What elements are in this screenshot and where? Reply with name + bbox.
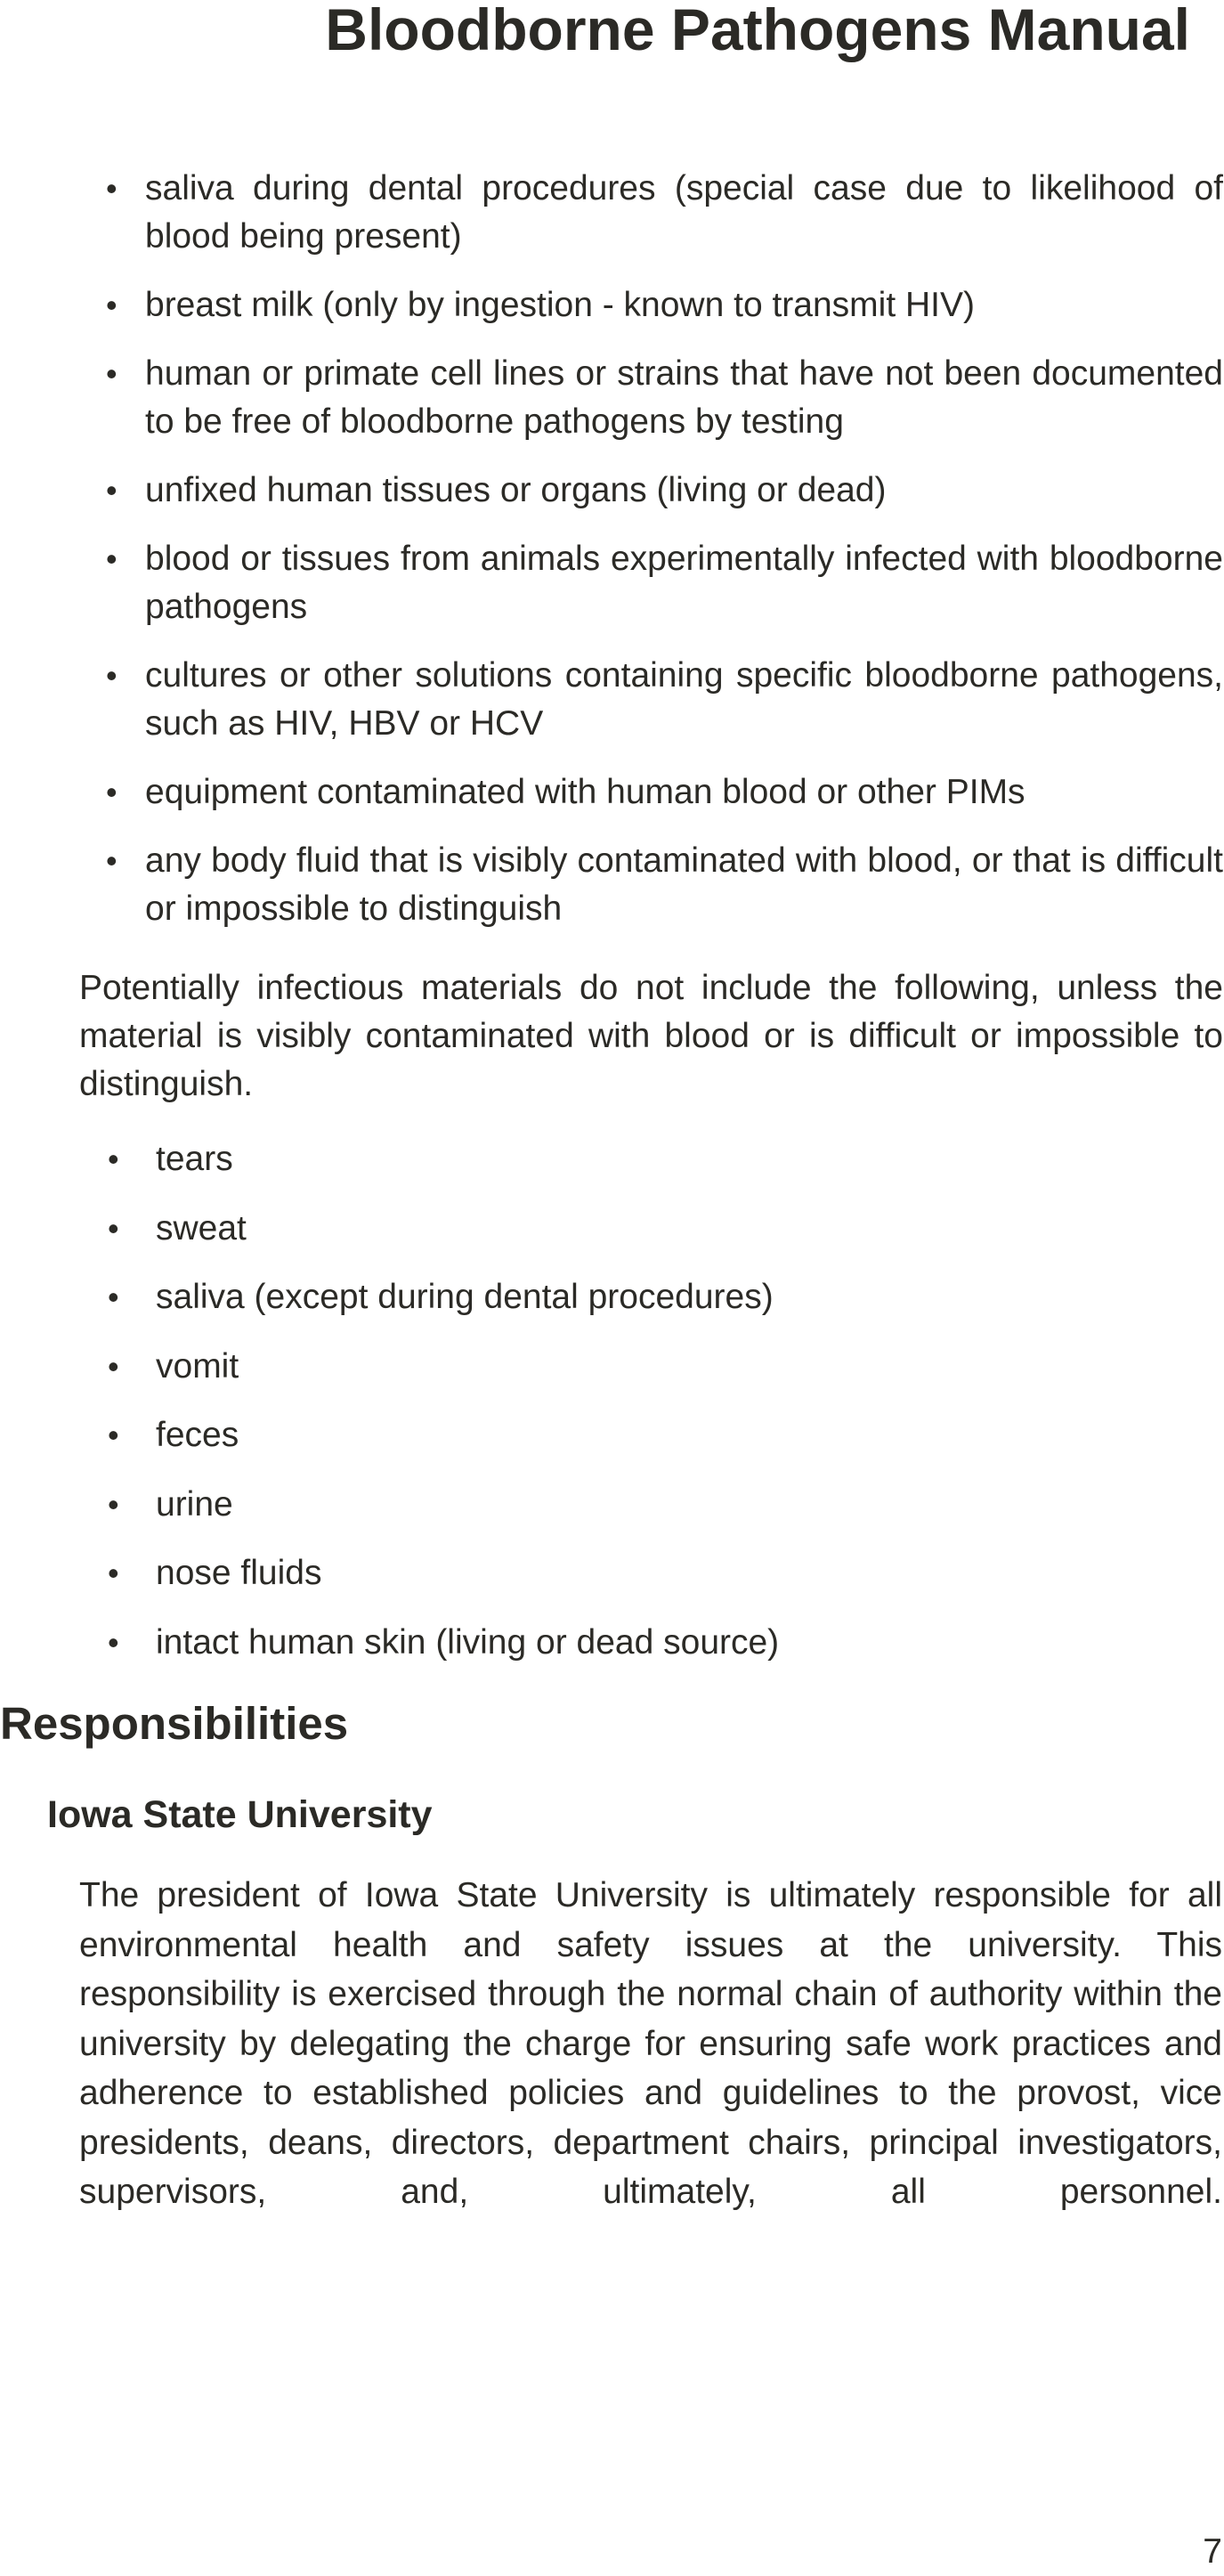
list-item-text: any body fluid that is visibly contaminated with blood, or that is difficult or impossible to distinguish bbox=[145, 841, 1223, 928]
bullet-icon: • bbox=[106, 472, 118, 508]
list-item-text: intact human skin (living or dead source) bbox=[156, 1622, 780, 1662]
list-item-text: human or primate cell lines or strains that have not been documented to be free of bloodborne pathogens by testing bbox=[145, 354, 1223, 441]
bullet-icon: • bbox=[106, 355, 118, 392]
bullet-icon: • bbox=[108, 1417, 119, 1453]
bullet-icon: • bbox=[108, 1623, 119, 1661]
list-item-text: saliva during dental procedures (special case due to likelihood of blood being present) bbox=[145, 169, 1223, 256]
excluded-materials-list bbox=[0, 1135, 1224, 1687]
bullet-icon: • bbox=[106, 657, 118, 694]
page-header-title: Bloodborne Pathogens Manual bbox=[325, 0, 1190, 62]
list-item-text: nose fluids bbox=[156, 1554, 322, 1592]
bullet-icon: • bbox=[108, 1141, 119, 1177]
list-item bbox=[0, 350, 1224, 446]
list-item-text: sweat bbox=[156, 1208, 247, 1247]
subsection-heading-iowa-state-university: Iowa State University bbox=[47, 1793, 433, 1836]
list-item bbox=[0, 1481, 1224, 1529]
list-item-text: breast milk (only by ingestion - known to transmit HIV) bbox=[145, 286, 976, 324]
list-item bbox=[0, 1135, 1224, 1183]
bullet-icon: • bbox=[106, 774, 118, 810]
list-item-text: unfixed human tissues or organs (living or dead) bbox=[145, 471, 887, 509]
list-item-text: vomit bbox=[156, 1346, 239, 1386]
bullet-icon: • bbox=[108, 1279, 119, 1315]
list-item bbox=[0, 837, 1224, 933]
list-item bbox=[0, 1619, 1224, 1667]
bullet-icon: • bbox=[106, 287, 118, 323]
section-heading-responsibilities: Responsibilities bbox=[0, 1698, 349, 1749]
list-item bbox=[0, 281, 1224, 329]
list-item bbox=[0, 467, 1224, 515]
page-number: 7 bbox=[1203, 2532, 1222, 2571]
list-item bbox=[0, 1273, 1224, 1321]
bullet-icon: • bbox=[106, 540, 118, 577]
list-item bbox=[0, 768, 1224, 817]
list-item bbox=[0, 1549, 1224, 1597]
bullet-icon: • bbox=[108, 1485, 119, 1523]
list-item bbox=[0, 165, 1224, 261]
list-item-text: urine bbox=[156, 1484, 233, 1524]
included-materials-list bbox=[0, 165, 1224, 954]
list-item bbox=[0, 535, 1224, 631]
list-item bbox=[0, 1205, 1224, 1253]
list-item bbox=[0, 1343, 1224, 1391]
list-item-text: cultures or other solutions containing specific bloodborne pathogens, such as HIV, HBV or HCV bbox=[145, 656, 1223, 743]
bullet-icon: • bbox=[108, 1209, 119, 1247]
bullet-icon: • bbox=[106, 170, 118, 207]
list-item-text: feces bbox=[156, 1416, 239, 1454]
list-item bbox=[0, 1411, 1224, 1459]
bullet-icon: • bbox=[106, 842, 118, 879]
list-item-text: saliva (except during dental procedures) bbox=[156, 1278, 774, 1316]
list-item bbox=[0, 652, 1224, 748]
list-item-text: tears bbox=[156, 1140, 233, 1178]
exclusions-intro-paragraph: Potentially infectious materials do not include the following, unless the material is visibly contaminated with blood or is difficult or impossible to distinguish. bbox=[79, 969, 1223, 1103]
list-item-text: equipment contaminated with human blood or other PIMs bbox=[145, 773, 1025, 811]
list-item-text: blood or tissues from animals experimentally infected with bloodborne pathogens bbox=[145, 540, 1223, 626]
responsibilities-paragraph: The president of Iowa State University is ultimately responsible for all environmental health and safety issues at the university. This responsibility is exercised through the normal chain of authority within the university by delegating the charge for ensuring safe work practices and adherence to established policies and guidelines to the provost, vice presidents, deans, directors, department chairs, principal investigators, supervisors, and, ultimately, all personnel. bbox=[79, 1876, 1222, 2211]
bullet-icon: • bbox=[108, 1347, 119, 1385]
bullet-icon: • bbox=[108, 1555, 119, 1591]
